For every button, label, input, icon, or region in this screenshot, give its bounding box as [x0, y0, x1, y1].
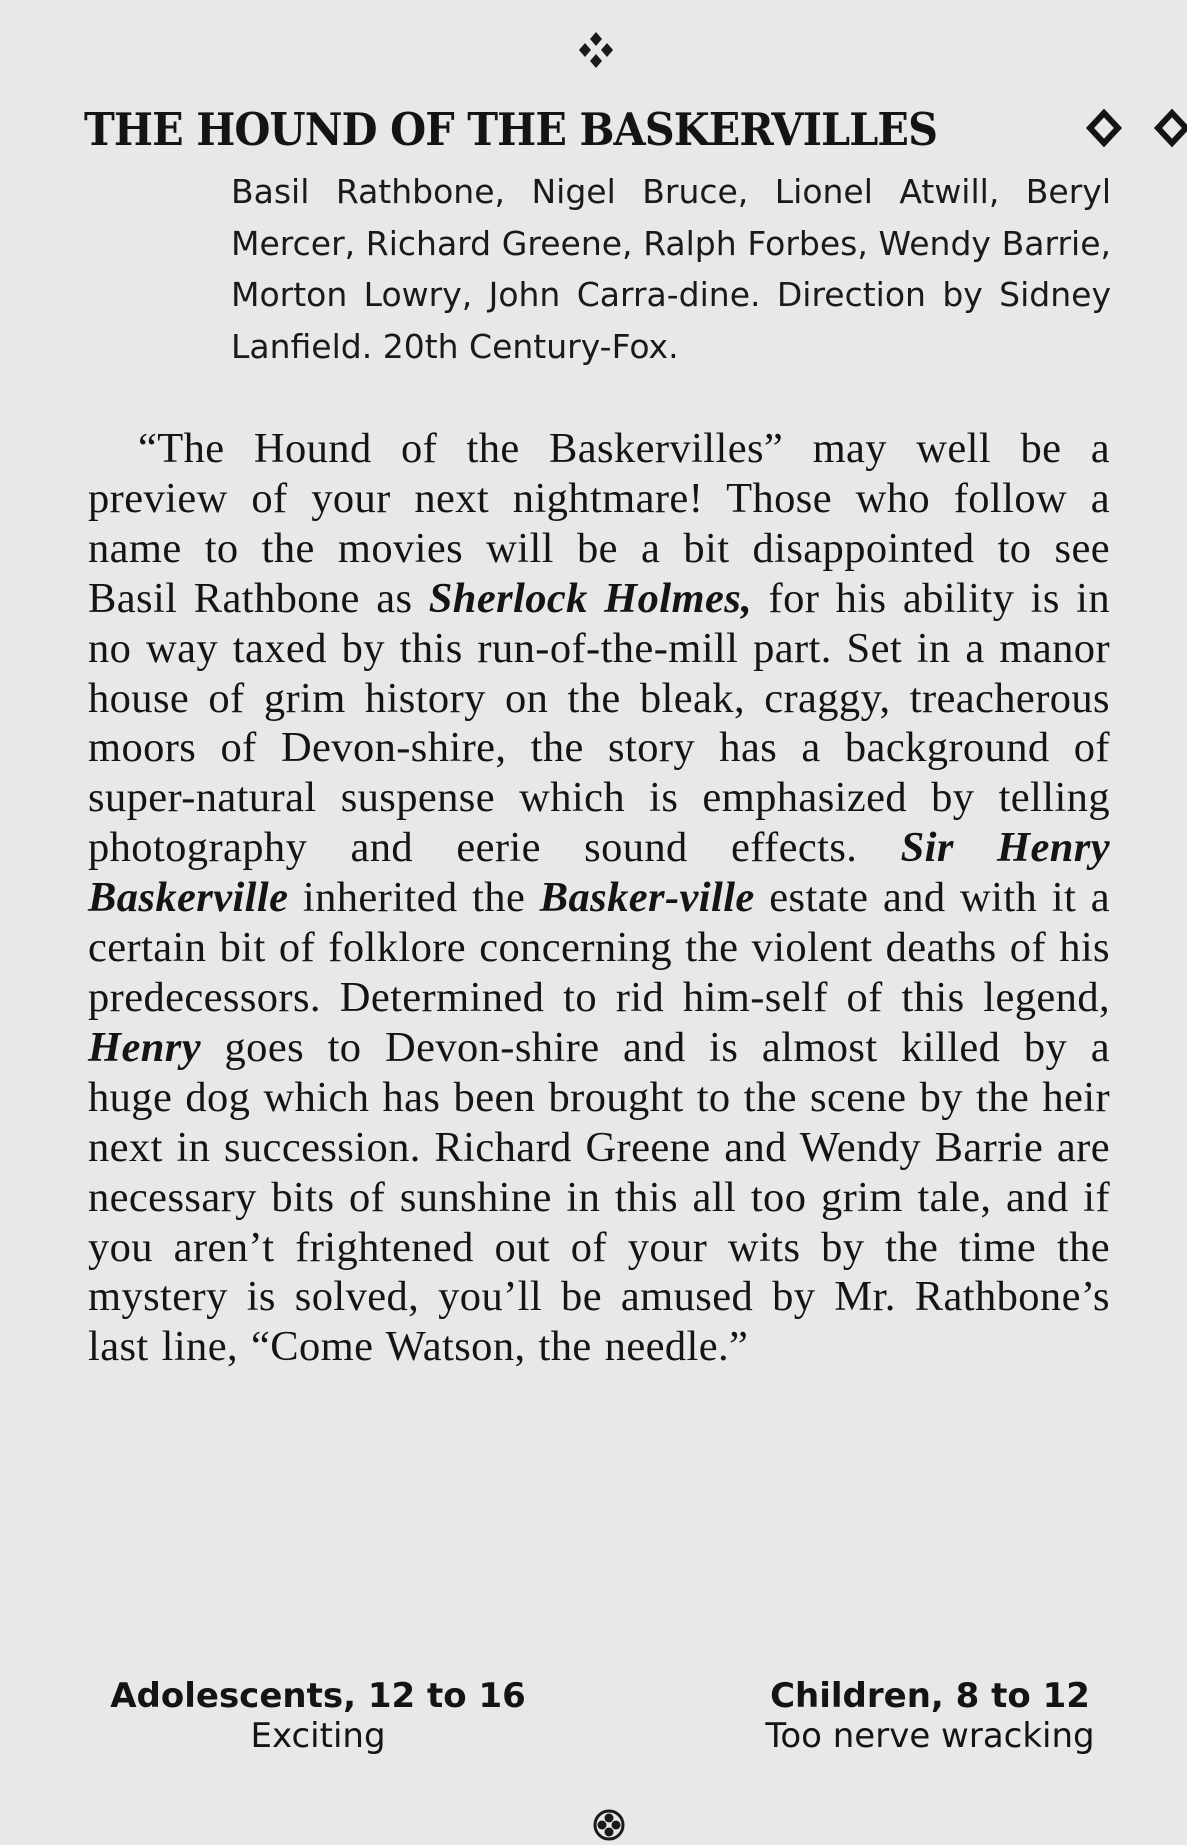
- cast-and-credits: Basil Rathbone, Nigel Bruce, Lionel Atwill, Beryl Mercer, Richard Greene, Ralph Forbes, Wendy Barrie, Morton Lowry, John Carra-dine. Direction by Sidney Lanfield. 20th Century-Fox.: [231, 172, 1111, 366]
- review-text-2: for his ability is in no way taxed by this run-of-the-mill part. Set in a manor house of grim history on the bleak, craggy, treacherous moors of Devon-shire, the story has a background of super-natural suspense which is emphasized by telling photography and eerie sound effects.: [88, 574, 1110, 872]
- review-text-4: estate and with it a certain bit of folklore concerning the violent deaths of his predecessors. Determined to rid him-self of this legend,: [88, 874, 1110, 1021]
- rating-verdict: Too nerve wracking: [765, 1716, 1095, 1756]
- double-diamond-icon: [1084, 108, 1187, 148]
- review-title-row: [84, 98, 1114, 162]
- review-body: [88, 424, 1110, 1372]
- rating-group-label: Adolescents, 12 to 16: [110, 1676, 526, 1716]
- rating-children: [730, 1676, 1130, 1756]
- movie-title: THE HOUND OF THE BASKERVILLES: [84, 103, 938, 156]
- rating-group-label: Children, 8 to 12: [770, 1676, 1090, 1716]
- character-name-henry: Henry: [88, 1023, 201, 1071]
- review-text-5: goes to Devon-shire and is almost killed by a huge dog which has been brought to the scene by the heir next in succession. Richard Greene and Wendy Barrie are necessary bits of sunshine in this all too grim tale, and if you aren’t frightened out of your wits by the time the mystery is solved, you’ll be amused by Mr. Rathbone’s last line, “Come Watson, the needle.”: [88, 1023, 1110, 1371]
- review-text-1: “The Hound of the Baskervilles” may well be a preview of your next nightmare! Those who follow a name to the movies will be a bit disappointed to see Basil Rathbone as: [88, 425, 1110, 622]
- round-flower-ornament-icon: [592, 1808, 626, 1842]
- four-diamond-ornament-icon: [578, 30, 614, 70]
- review-text-3: inherited the: [288, 874, 540, 922]
- estate-name-baskerville: Basker-ville: [539, 874, 755, 922]
- character-name-holmes: Sherlock Holmes,: [428, 574, 753, 622]
- rating-verdict: Exciting: [250, 1716, 386, 1756]
- character-name-henry-baskerville: Sir Henry Baskerville: [88, 824, 1111, 922]
- rating-adolescents: [88, 1676, 548, 1756]
